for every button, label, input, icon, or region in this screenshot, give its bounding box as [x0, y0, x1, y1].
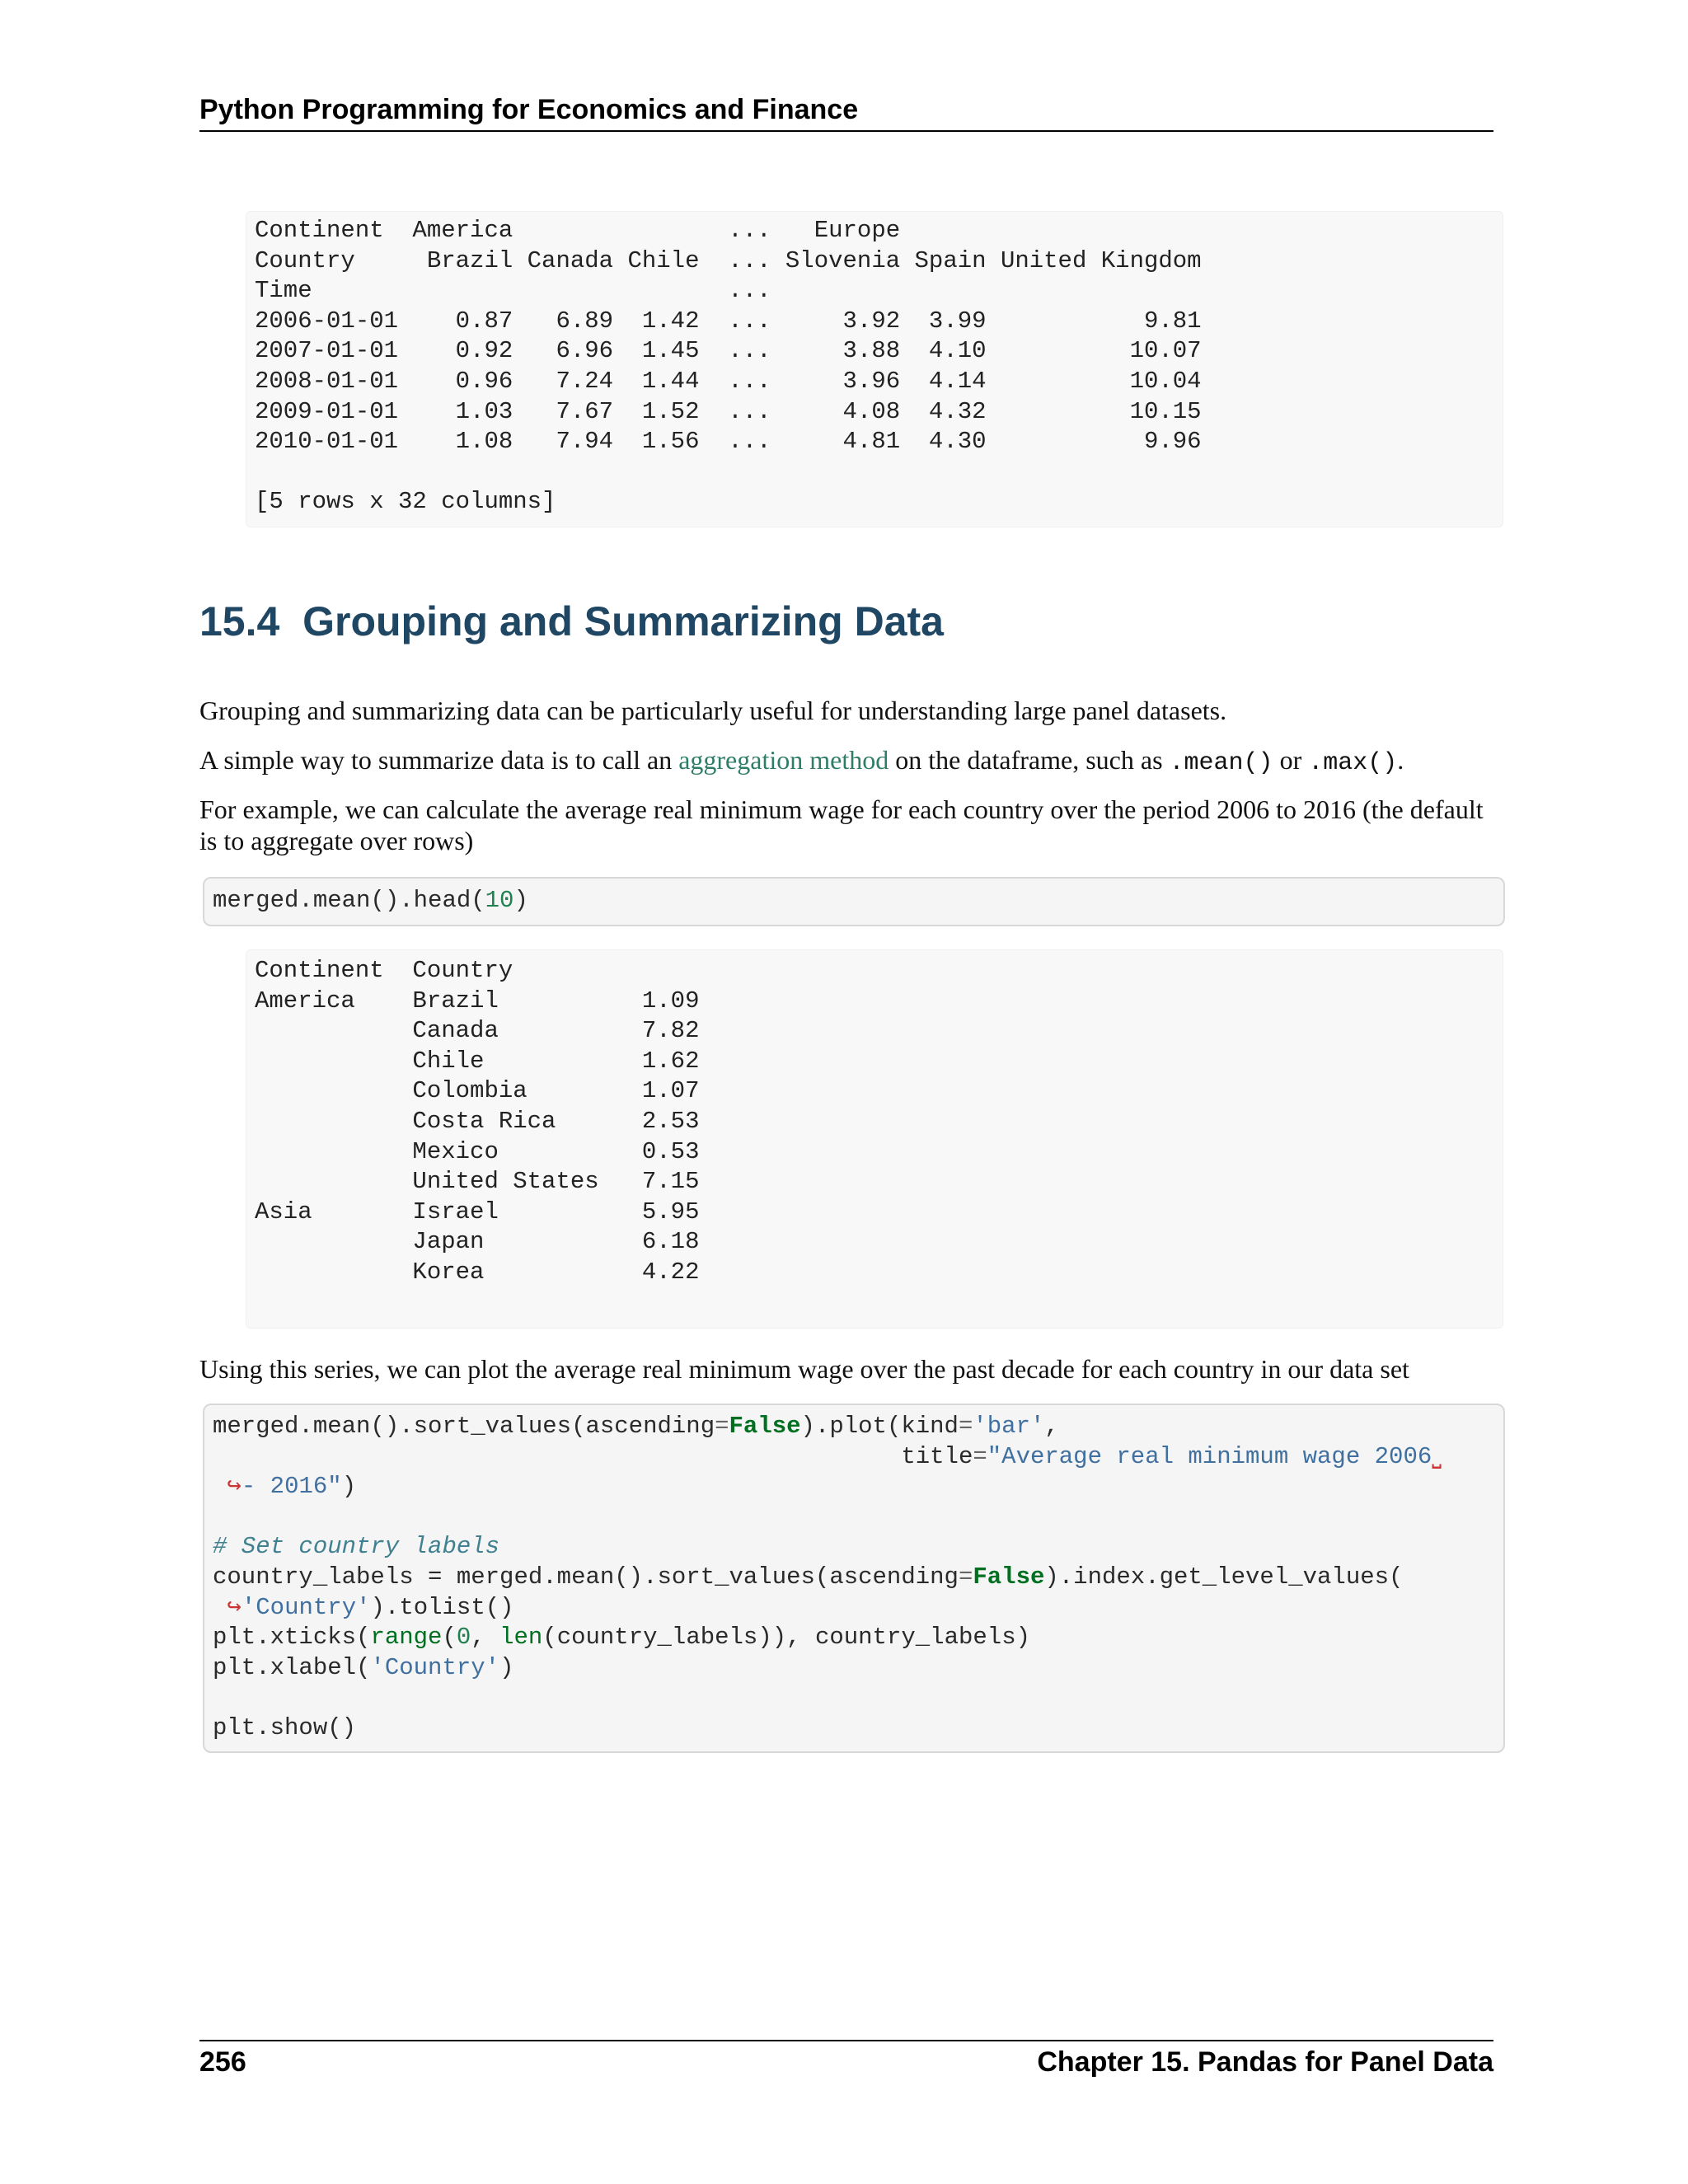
chapter-footer-title: Chapter 15. Pandas for Panel Data [1037, 2046, 1493, 2078]
section-number: 15.4 [199, 598, 280, 644]
inline-code-mean: .mean() [1169, 749, 1273, 777]
section-title-text: Grouping and Summarizing Data [302, 598, 944, 644]
footer-rule [199, 2040, 1493, 2041]
paragraph-aggregation: A simple way to summarize data is to call an aggregation method on the dataframe, such as .mean() or .max(). [199, 745, 1404, 777]
code-cell-plot[interactable]: merged.mean().sort_values(ascending=False).plot(kind='bar', title="Average real minimum wage 2006⎵ ↪- 2016") # Set country labels country_labels = merged.mean().sort_values(ascending=False).index.get_level_values( ↪'Country').tolist() plt.xticks(range(0, len(country_labels)), country_labels) plt.xlabel('Country') plt.show() [203, 1404, 1505, 1753]
running-header-title: Python Programming for Economics and Finance [199, 94, 859, 125]
series-output-block [246, 949, 1503, 1329]
inline-code-max: .max() [1308, 749, 1398, 777]
continuation-arrow-icon: ↪ [227, 1473, 241, 1501]
dataframe-output-text: Continent America ... Europe Country Brazil Canada Chile ... Slovenia Spain United Kingdom Time ... 2006-01-01 0.87 6.89 1.42 ... 3.92 3.99 9.81 2007-01-01 0.92 6.96 1.45 ... 3.88 4.10 10.07 2008-01-01 0.96 7.24 1.44 ... 3.96 4.14 10.04 2009-01-01 1.03 7.67 1.52 ... 4.08 4.32 10.15 2010-01-01 1.08 7.94 1.56 ... 4.81 4.30 9.96 [5 rows x 32 columns] [255, 217, 1202, 516]
continuation-arrow-icon: ↪ [227, 1593, 241, 1621]
header-rule [199, 130, 1493, 132]
dataframe-output-block [246, 211, 1503, 527]
paragraph-example: For example, we can calculate the average real minimum wage for each country over the period 2006 to 2016 (the default is to aggregate over rows) [199, 794, 1484, 855]
aggregation-method-link[interactable]: aggregation method [678, 745, 889, 775]
paragraph-plot-intro: Using this series, we can plot the average real minimum wage over the past decade for each country in our data set [199, 1354, 1409, 1384]
series-output-text: Continent Country America Brazil 1.09 Canada 7.82 Chile 1.62 Colombia 1.07 Costa Rica 2.53 Mexico 0.53 United States 7.15 Asia Israel 5.95 Japan 6.18 Korea 4.22 [255, 957, 700, 1286]
paragraph-intro: Grouping and summarizing data can be particularly useful for understanding large panel datasets. [199, 696, 1227, 725]
line-wrap-icon: ⎵ [1432, 1442, 1442, 1470]
page-number: 256 [199, 2046, 246, 2078]
code-comment: # Set country labels [213, 1533, 500, 1561]
code-cell-mean-head[interactable]: merged.mean().head(10) [203, 877, 1505, 926]
section-heading [199, 598, 944, 645]
